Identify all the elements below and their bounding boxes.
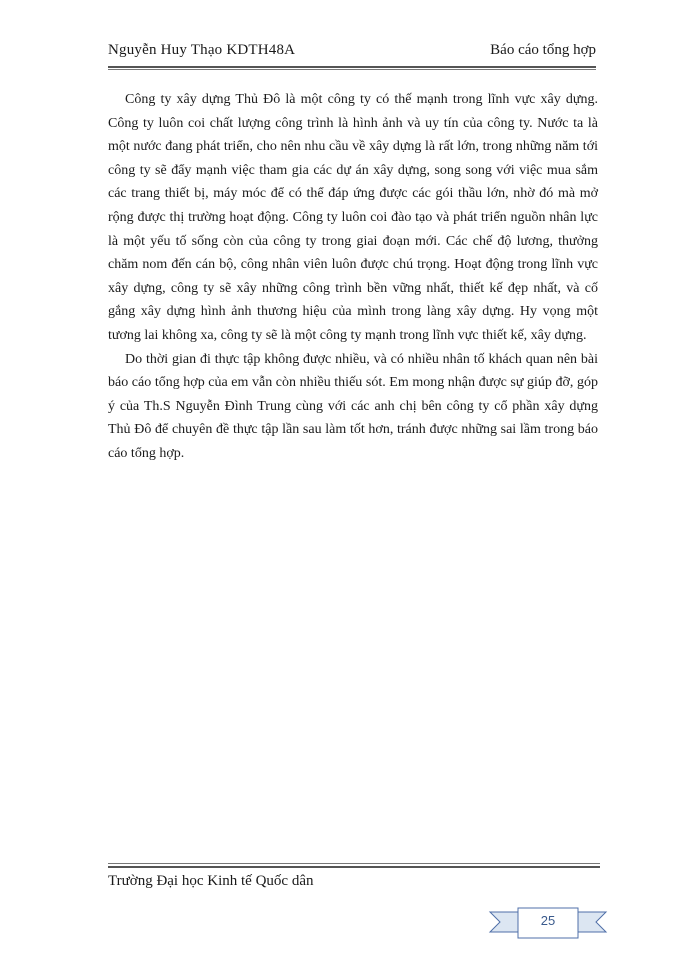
page-header xyxy=(108,40,596,70)
body-content xyxy=(108,88,598,466)
body-paragraph-1: Công ty xây dựng Thủ Đô là một công ty có thế mạnh trong lĩnh vực xây dựng. Công ty luôn coi chất lượng công trình là hình ảnh và uy tín của công ty. Nước ta là một nước đang phát triển, cho nên nhu cầu về xây dựng là rất lớn, trong những năm tới công ty sẽ đẩy mạnh việc tham gia các dự án xây dựng, song song với việc mua sắm các trang thiết bị, máy móc để có thể đáp ứng được các gói thầu lớn, nhờ đó mà mở rộng được thị trường hoạt động. Công ty luôn coi đào tạo và phát triển nguồn nhân lực là một yếu tố sống còn của công ty trong giai đoạn mới. Các chế độ lương, thưởng chăm nom đến cán bộ, công nhân viên luôn được chú trọng. Hoạt động trong lĩnh vực xây dựng, công ty sẽ xây những công trình bền vững nhất, thiết kế đẹp nhất, và cố gắng xây dựng hình ảnh thương hiệu của mình trong làng xây dựng. Hy vọng một tương lai không xa, công ty sẽ là một công ty mạnh trong lĩnh vực thiết kế, xây dựng. xyxy=(108,92,598,343)
header-author-class: Nguyễn Huy Thạo KDTH48A xyxy=(108,42,296,58)
header-report-title: Báo cáo tổng hợp xyxy=(490,42,596,58)
header-divider xyxy=(108,66,596,70)
footer-divider xyxy=(108,863,600,868)
footer-university-name: Trường Đại học Kinh tế Quốc dân xyxy=(108,873,314,889)
body-paragraph-2: Do thời gian đi thực tập không được nhiều, và có nhiều nhân tố khách quan nên bài báo cáo tổng hợp của em vẫn còn nhiều thiếu sót. Em mong nhận được sự giúp đỡ, góp ý của Th.S Nguyễn Đình Trung cùng với các anh chị bên công ty cổ phần xây dựng Thủ Đô để chuyên đề thực tập lần sau làm tốt hơn, tránh được những sai lầm trong báo cáo tổng hợp. xyxy=(108,351,598,461)
page-number: 25 xyxy=(540,913,556,928)
